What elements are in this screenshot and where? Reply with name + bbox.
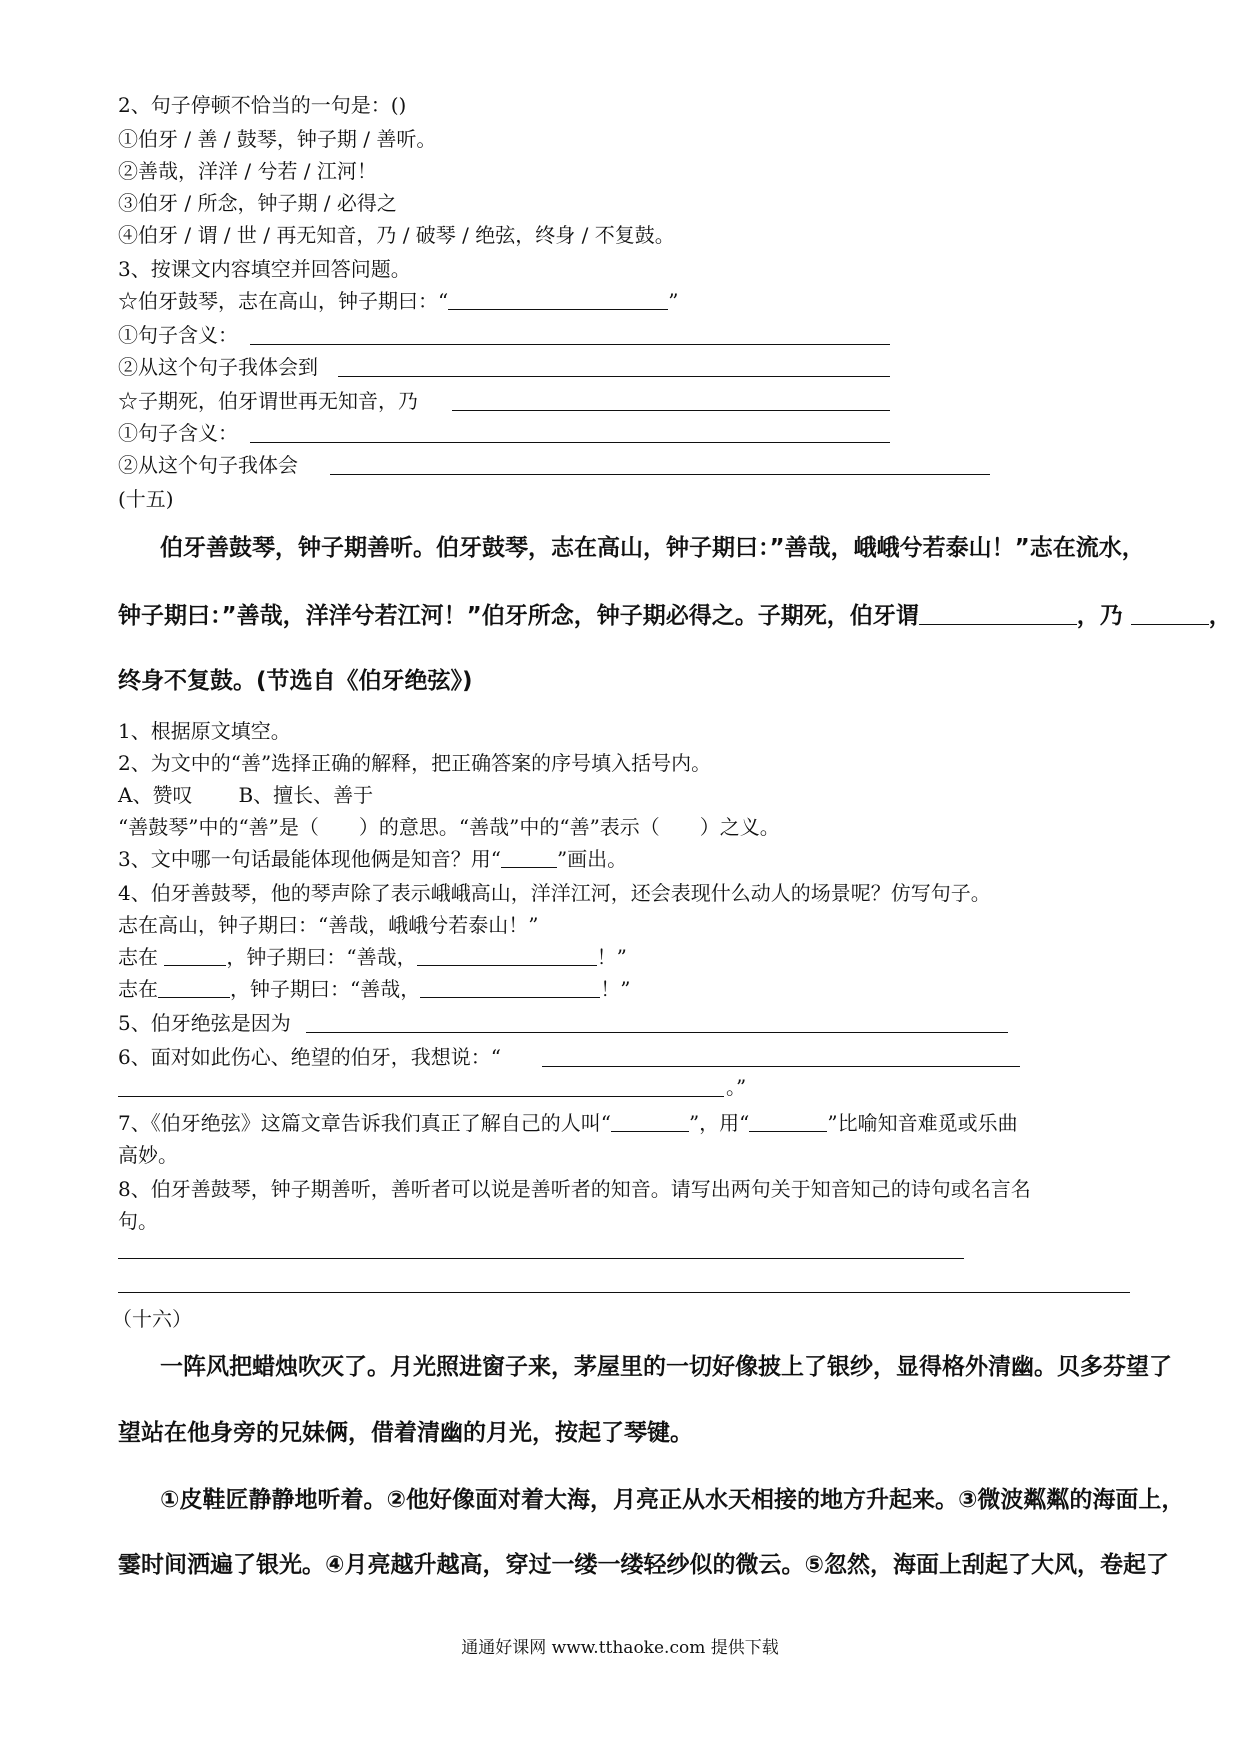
option-1: ①伯牙 / 善 / 鼓琴，钟子期 / 善听。 xyxy=(118,127,437,151)
s15-options xyxy=(118,782,373,808)
blank[interactable] xyxy=(611,1111,689,1132)
imitation-mid: ，钟子期曰：“善哉， xyxy=(226,945,417,969)
s15-question-6-end: 。” xyxy=(726,1075,747,1099)
s15-question-2b: “善鼓琴”中的“善”是（ ）的意思。“善哉”中的“善”表示（ ）之义。 xyxy=(118,815,780,839)
feeling-2: ②从这个句子我体会 xyxy=(118,453,298,477)
answer-line[interactable] xyxy=(118,1258,964,1259)
star-line-1 xyxy=(118,288,678,314)
passage-15-line-3: 终身不复鼓。(节选自《伯牙绝弦》) xyxy=(118,668,473,694)
option-3: ③伯牙 / 所念，钟子期 / 必得之 xyxy=(118,191,397,215)
s15-question-3-end: ”画出。 xyxy=(556,847,628,871)
meaning-1: ①句子含义： xyxy=(118,323,238,347)
s15-question-7-cont: 高妙。 xyxy=(118,1143,178,1167)
answer-line[interactable] xyxy=(250,344,890,345)
blank[interactable] xyxy=(417,945,597,966)
star-line-1-close: ” xyxy=(668,289,679,313)
option-4: ④伯牙 / 谓 / 世 / 再无知音，乃 / 破琴 / 绝弦，终身 / 不复鼓。 xyxy=(118,223,675,247)
s15-question-7-end: ”比喻知音难觅或乐曲 xyxy=(827,1111,1018,1135)
passage-15-line-2 xyxy=(118,600,1232,631)
s15-question-8: 8、伯牙善鼓琴，钟子期善听，善听者可以说是善听者的知音。请写出两句关于知音知己的诗句或名言名 xyxy=(118,1177,1031,1201)
answer-line[interactable] xyxy=(338,376,890,377)
blank[interactable] xyxy=(164,945,226,966)
answer-line[interactable] xyxy=(542,1066,1020,1067)
page-footer: 通通好课网 www.tthaoke.com 提供下载 xyxy=(461,1638,779,1658)
option-2: ②善哉，洋洋 / 兮若 / 江河！ xyxy=(118,159,377,183)
answer-line[interactable] xyxy=(452,410,890,411)
star-line-2: ☆子期死，伯牙谓世再无知音，乃 xyxy=(118,389,418,413)
imitation-line-2 xyxy=(118,976,630,1002)
blank[interactable] xyxy=(919,600,1077,625)
passage-16-line-3: ①皮鞋匠静静地听着。②他好像面对着大海，月亮正从水天相接的地方升起来。③微波粼粼的海面上， xyxy=(160,1487,1185,1513)
s15-question-7-mid: ”，用“ xyxy=(688,1111,750,1135)
s15-question-5: 5、伯牙绝弦是因为 xyxy=(118,1011,291,1035)
blank[interactable] xyxy=(448,289,668,310)
s15-question-4-example: 志在高山，钟子期曰：“善哉，峨峨兮若泰山！” xyxy=(118,913,539,937)
question-3: 3、按课文内容填空并回答问题。 xyxy=(118,257,411,281)
meaning-2: ①句子含义： xyxy=(118,421,238,445)
passage-16-line-4: 霎时间洒遍了银光。④月亮越升越高，穿过一缕一缕轻纱似的微云。⑤忽然，海面上刮起了大风，卷起了 xyxy=(118,1552,1169,1578)
blank[interactable] xyxy=(1131,600,1209,625)
answer-line[interactable] xyxy=(250,442,890,443)
s15-question-7-text: 7、《伯牙绝弦》这篇文章告诉我们真正了解自己的人叫“ xyxy=(118,1111,611,1135)
answer-line[interactable] xyxy=(118,1096,724,1097)
answer-line[interactable] xyxy=(306,1032,1008,1033)
s15-question-6: 6、面对如此伤心、绝望的伯牙，我想说：“ xyxy=(118,1045,501,1069)
imitation-line-1 xyxy=(118,944,627,970)
passage-16-line-1: 一阵风把蜡烛吹灭了。月光照进窗子来，茅屋里的一切好像披上了银纱，显得格外清幽。贝多芬望了 xyxy=(160,1354,1172,1380)
s15-question-2: 2、为文中的“善”选择正确的解释，把正确答案的序号填入括号内。 xyxy=(118,751,712,775)
option-b: B、擅长、善于 xyxy=(238,783,374,807)
section-15-heading: (十五) xyxy=(118,487,174,511)
s15-question-8-cont: 句。 xyxy=(118,1209,158,1233)
answer-line[interactable] xyxy=(330,474,990,475)
feeling-1: ②从这个句子我体会到 xyxy=(118,355,318,379)
section-16-heading: （十六） xyxy=(112,1307,192,1331)
s15-question-3-text: 3、文中哪一句话最能体现他俩是知音？用“ xyxy=(118,847,501,871)
imitation-start: 志在 xyxy=(118,945,158,969)
blank[interactable] xyxy=(158,977,230,998)
blank[interactable] xyxy=(749,1111,827,1132)
imitation-end: ！” xyxy=(600,977,631,1001)
s15-question-3 xyxy=(118,846,627,872)
s15-question-7 xyxy=(118,1110,1018,1136)
question-2: 2、句子停顿不恰当的一句是：() xyxy=(118,93,407,117)
passage-15-line-2-end: ， xyxy=(1208,603,1232,629)
imitation-start: 志在 xyxy=(118,977,158,1001)
s15-question-4: 4、伯牙善鼓琴，他的琴声除了表示峨峨高山，洋洋江河，还会表现什么动人的场景呢？仿写句子。 xyxy=(118,881,991,905)
imitation-end: ！” xyxy=(596,945,627,969)
passage-15-line-2-text: 钟子期曰：”善哉，洋洋兮若江河！”伯牙所念，钟子期必得之。子期死，伯牙谓 xyxy=(118,603,919,629)
imitation-mid: ，钟子期曰：“善哉， xyxy=(230,977,421,1001)
passage-15-line-1: 伯牙善鼓琴，钟子期善听。伯牙鼓琴，志在高山，钟子期曰：”善哉，峨峨兮若泰山！”志在流水， xyxy=(160,535,1145,561)
passage-16-line-2: 望站在他身旁的兄妹俩，借着清幽的月光，按起了琴键。 xyxy=(118,1420,693,1446)
passage-15-line-2-mid: ，乃 xyxy=(1076,603,1123,629)
answer-line[interactable] xyxy=(118,1292,1130,1293)
blank[interactable] xyxy=(420,977,600,998)
s15-question-1: 1、根据原文填空。 xyxy=(118,719,291,743)
star-line-1-text: ☆伯牙鼓琴，志在高山，钟子期曰：“ xyxy=(118,289,449,313)
option-a: A、赞叹 xyxy=(118,783,193,807)
underline-sample xyxy=(501,847,557,868)
